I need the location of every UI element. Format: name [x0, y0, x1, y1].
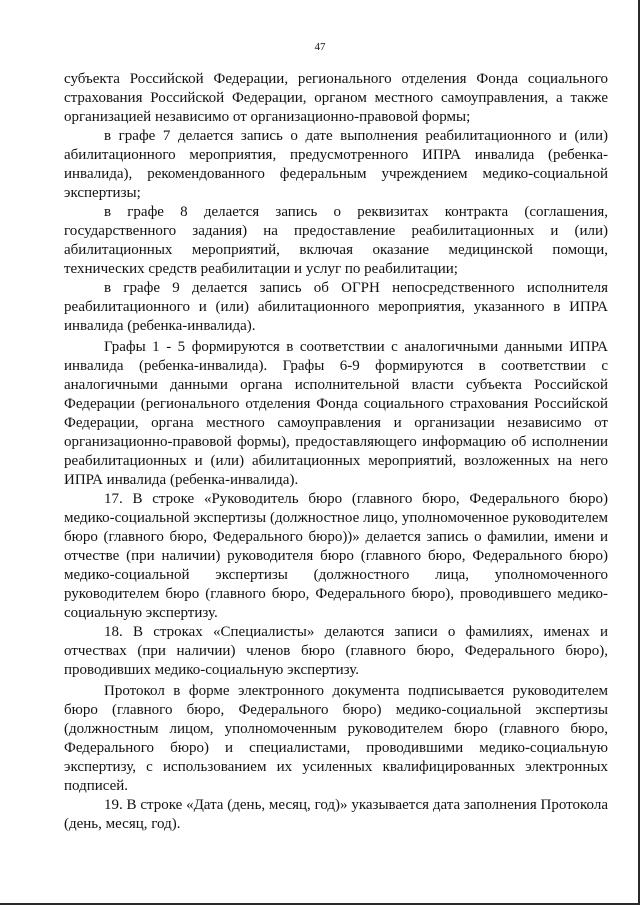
page-number: 47 — [314, 41, 326, 53]
paragraph-column-8: в графе 8 делается запись о реквизитах контракта (соглашения, государственного задания) на предоставление реабилитационных и (или) абилитационных мероприятий, включая оказание медицинской помощи, технических средств реабилитации и услуг по реабилитации; — [64, 204, 608, 277]
paragraph-column-7: в графе 7 делается запись о дате выполнения реабилитационного и (или) абилитационного мероприятия, предусмотренного ИПРА инвалида (ребенка-инвалида), рекомендованного федеральным учреждением медико-социальной экспертизы; — [64, 128, 608, 201]
paragraph-column-9: в графе 9 делается запись об ОГРН непосредственного исполнителя реабилитационного и (или) абилитационного мероприятия, указанного в ИПРА инвалида (ребенка-инвалида). — [64, 280, 608, 334]
paragraph-continuation: субъекта Российской Федерации, регионального отделения Фонда социального страхования Российской Федерации, органом местного самоуправления, а также организацией независимо от организационно-правовой формы; — [64, 71, 608, 125]
paragraph-item-18: 18. В строках «Специалисты» делаются записи о фамилиях, именах и отчествах (при наличии) членов бюро (главного бюро, Федерального бюро), проводивших медико-социальную экспертизу. — [64, 624, 608, 678]
paragraph-item-17: 17. В строке «Руководитель бюро (главного бюро, Федерального бюро) медико-социальной экспертизы (должностное лицо, уполномоченное руководителем бюро (главного бюро, Федерального бюро))» делается запись о фамилии, имени и отчестве (при наличии) руководителя бюро (главного бюро, Федерального бюро) медико-социальной экспертизы (должностного лица, уполномоченного руководителем бюро (главного бюро, Федерального бюро), проводившего медико-социальную экспертизу. — [64, 491, 608, 621]
paragraph-columns-1-9: Графы 1 - 5 формируются в соответствии с аналогичными данными ИПРА инвалида (ребенка-инвалида). Графы 6-9 формируются в соответствии с аналогичными данными органа исполнительной власти субъекта Российской Федерации (регионального отделения Фонда социального страхования Российской Федерации, органа местного самоуправления и организации независимо от организационно-правовой формы), предоставляющего информацию об исполнении реабилитационных и (или) абилитационных мероприятий, возложенных на него ИПРА инвалида (ребенка-инвалида). — [64, 339, 608, 488]
paragraph-protocol-signing: Протокол в форме электронного документа подписывается руководителем бюро (главного бюро, Федерального бюро) медико-социальной экспертизы (должностным лицом, уполномоченным руководителем бюро (главного бюро, Федерального бюро) и специалистами, проводившими медико-социальную экспертизу, с использованием их усиленных квалифицированных электронных подписей. — [64, 683, 608, 794]
document-body — [64, 70, 608, 834]
paragraph-item-19: 19. В строке «Дата (день, месяц, год)» указывается дата заполнения Протокола (день, месяц, год). — [64, 797, 608, 832]
